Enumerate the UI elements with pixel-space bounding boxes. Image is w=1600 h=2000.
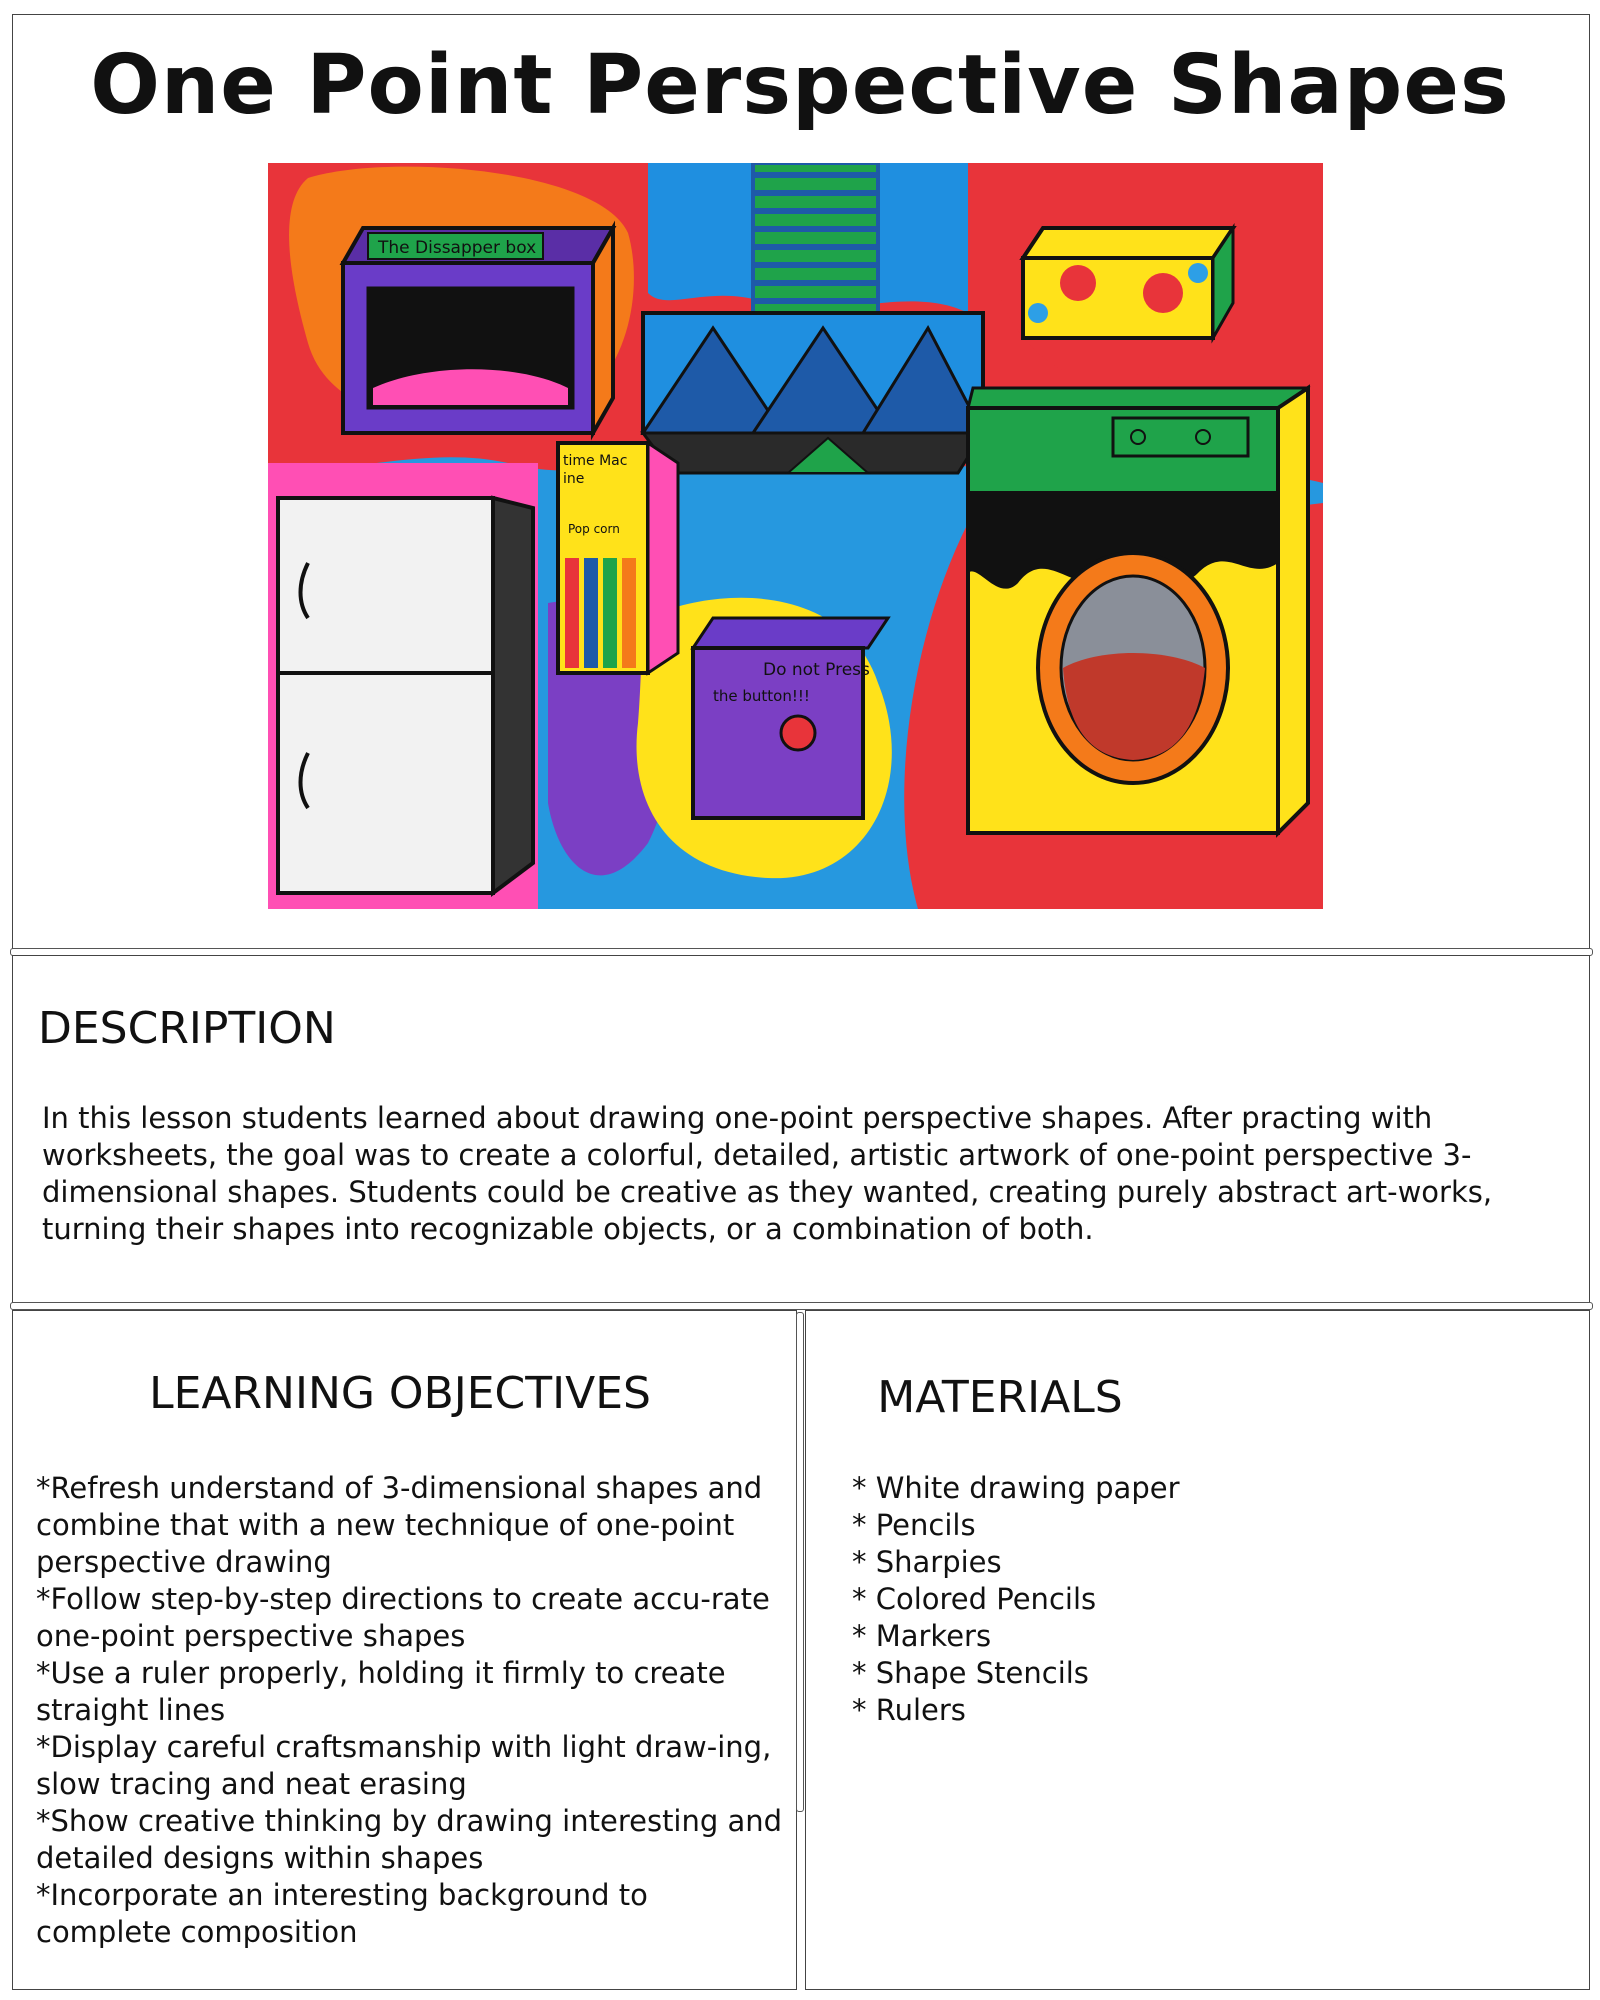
list-item: *Follow step-by-step directions to create accu-rate one-point perspective shapes — [36, 1582, 770, 1653]
button-label-1: Do not Press — [763, 660, 870, 680]
list-item: * Shape Stencils — [852, 1656, 1089, 1690]
popcorn-label: Pop corn — [568, 522, 620, 536]
objectives-heading: LEARNING OBJECTIVES — [149, 1368, 651, 1419]
divider — [10, 1302, 1593, 1310]
materials-heading: MATERIALS — [877, 1372, 1123, 1423]
list-item: * Sharpies — [852, 1545, 1002, 1579]
list-item: *Use a ruler properly, holding it firmly to create straight lines — [36, 1656, 726, 1727]
list-item: * Colored Pencils — [852, 1582, 1097, 1616]
list-item: * White drawing paper — [852, 1471, 1180, 1505]
button-label-2: the button!!! — [713, 687, 810, 705]
list-item: *Show creative thinking by drawing interesting and detailed designs within shapes — [36, 1804, 783, 1875]
materials-list — [852, 1470, 1552, 1729]
list-item: * Markers — [852, 1619, 992, 1653]
objectives-list — [36, 1470, 786, 1951]
box-label: The Dissapper box — [378, 238, 537, 258]
machine-label-1: time Mac — [563, 453, 628, 469]
description-heading: DESCRIPTION — [38, 1003, 336, 1054]
list-item: *Incorporate an interesting background to complete composition — [36, 1878, 648, 1949]
page-title: One Point Perspective Shapes — [90, 38, 1510, 133]
list-item: *Display careful craftsmanship with light draw-ing, slow tracing and neat erasing — [36, 1730, 772, 1801]
description-text: In this lesson students learned about drawing one-point perspective shapes. After practing with worksheets, the goal was to create a colorful, detailed, artistic artwork of one-point perspective 3-dimensional shapes. Students could be creative as they wanted, creating purely abstract art-works, turning their shapes into recognizable objects, or a combination of both. — [42, 1101, 1493, 1246]
list-item: * Pencils — [852, 1508, 976, 1542]
list-item: * Rulers — [852, 1693, 966, 1727]
list-item: *Refresh understand of 3-dimensional shapes and combine that with a new technique of one-point perspective drawing — [36, 1471, 763, 1579]
machine-label-2: ine — [563, 471, 585, 487]
student-artwork-image — [268, 163, 1323, 909]
